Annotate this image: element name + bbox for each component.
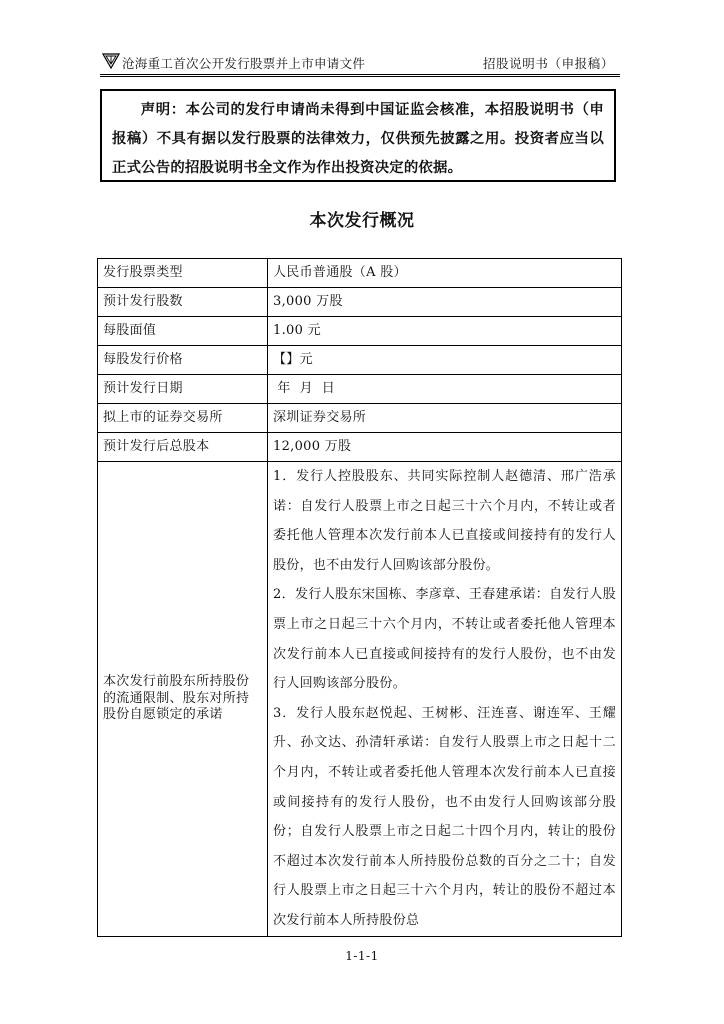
row-label: 拟上市的证券交易所 bbox=[98, 404, 268, 433]
table-row bbox=[98, 346, 622, 375]
disclaimer-notice: 声明：本公司的发行申请尚未得到中国证监会核准，本招股说明书（申报稿）不具有据以发行股票的法律效力，仅供预先披露之用。投资者应当以正式公告的招股说明书全文作为作出投资决定的依据。 bbox=[100, 89, 616, 182]
row-value: 【】元 bbox=[268, 346, 622, 375]
table-row bbox=[98, 462, 622, 937]
table-row bbox=[98, 317, 622, 346]
table-row bbox=[98, 404, 622, 433]
table-row bbox=[98, 288, 622, 317]
row-value: 1.00 元 bbox=[268, 317, 622, 346]
commitment-item: 1．发行人控股股东、共同实际控制人赵德清、邢广浩承诺：自发行人股票上市之日起三十六个月内，不转让或者委托他人管理本次发行前本人已直接或间接持有的发行人股份，也不由发行人回购该部分股份。 bbox=[273, 469, 616, 573]
row-label: 每股发行价格 bbox=[98, 346, 268, 375]
commitment-cell bbox=[268, 462, 622, 937]
row-value: 深圳证券交易所 bbox=[268, 404, 622, 433]
section-title: 本次发行概况 bbox=[309, 211, 415, 231]
page-number: 1-1-1 bbox=[345, 949, 379, 963]
commitment-item: 2．发行人股东宋国栋、李彦章、王春建承诺：自发行人股票上市之日起三十六个月内，不转让或者委托他人管理本次发行前本人已直接或间接持有的发行人股份，也不由发行人回购该部分股份。 bbox=[273, 587, 616, 692]
row-label: 每股面值 bbox=[98, 317, 268, 346]
commitment-item: 3．发行人股东赵悦起、王树彬、汪连喜、谢连军、王耀升、孙文达、孙清轩承诺：自发行人股票上市之日起十二个月内，不转让或者委托他人管理本次发行前本人已直接或间接持有的发行人股份，也不由发行人回购该部分股份；自发行人股票上市之日起二十四个月内，转让的股份不超过本次发行前本人所持股份总数的百分之二十；自发行人股票上市之日起三十六个月内，转让的股份不超过本次发行前本人所持股份总 bbox=[273, 705, 616, 928]
page-header bbox=[100, 50, 620, 75]
table-row bbox=[98, 259, 622, 288]
row-label: 发行股票类型 bbox=[98, 259, 268, 288]
company-logo-icon bbox=[102, 52, 120, 70]
header-document-type: 招股说明书（申报稿） bbox=[482, 56, 614, 71]
row-value: 人民币普通股（A 股） bbox=[268, 259, 622, 288]
table-row bbox=[98, 375, 622, 404]
row-label: 预计发行股数 bbox=[98, 288, 268, 317]
header-document-name: 沧海重工首次公开发行股票并上市申请文件 bbox=[122, 56, 366, 71]
row-label: 预计发行后总股本 bbox=[98, 433, 268, 462]
table-row bbox=[98, 433, 622, 462]
row-value: 3,000 万股 bbox=[268, 288, 622, 317]
row-label: 预计发行日期 bbox=[98, 375, 268, 404]
header-divider bbox=[100, 76, 620, 77]
row-value: 年 月 日 bbox=[268, 375, 622, 404]
offering-summary-table bbox=[97, 258, 622, 937]
row-value: 12,000 万股 bbox=[268, 433, 622, 462]
row-label: 本次发行前股东所持股份的流通限制、股东对所持股份自愿锁定的承诺 bbox=[98, 462, 268, 937]
